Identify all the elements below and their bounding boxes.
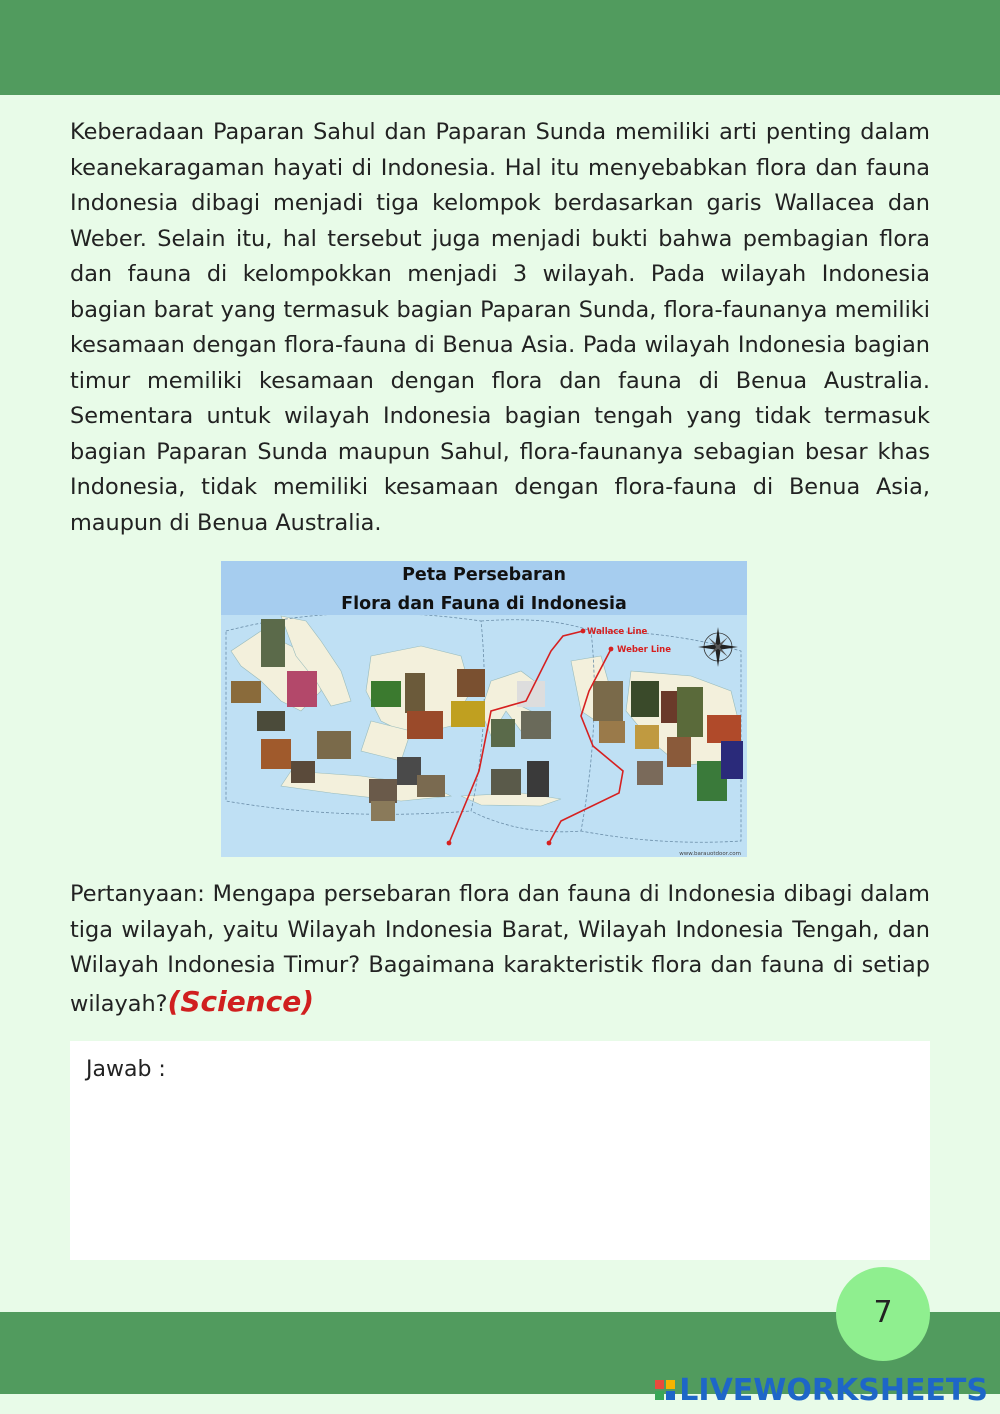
wallace-line-start-dot [581, 629, 586, 634]
wallace-line [449, 631, 583, 843]
wallace-line-label: Wallace Line [587, 627, 648, 637]
weber-line-label: Weber Line [617, 645, 671, 655]
distribution-map [221, 561, 747, 857]
weber-line-start-dot [609, 647, 614, 652]
wallace-line-end-dot [447, 841, 452, 846]
map-credit: www.barauotdoor.com [679, 851, 741, 857]
intro-paragraph: Keberadaan Paparan Sahul dan Paparan Sunda memiliki arti penting dalam keanekaragaman hayati di Indonesia. Hal itu menyebabkan flora dan fauna Indonesia dibagi menjadi tiga kelompok berdasarkan garis Wallacea dan Weber. Selain itu, hal tersebut juga menjadi bukti bahwa pembagian flora dan fauna di kelompokkan menjadi 3 wilayah. Pada wilayah Indonesia bagian barat yang termasuk bagian Paparan Sunda, flora-faunanya memiliki kesamaan dengan flora-fauna di Benua Asia. Pada wilayah Indonesia bagian timur memiliki kesamaan dengan flora dan fauna di Benua Australia. Sementara untuk wilayah Indonesia bagian tengah yang tidak termasuk bagian Paparan Sunda maupun Sahul, flora-faunanya sebagian besar khas Indonesia, tidak memiliki kesamaan dengan flora-fauna di Benua Asia, maupun di Benua Australia. [70, 119, 930, 536]
page-number: 7 [873, 1295, 893, 1330]
brand-logo [655, 1372, 988, 1408]
map-title-line1: Peta Persebaran [402, 565, 566, 585]
page-number-badge [836, 1267, 930, 1361]
brand-name: LIVEWORKSHEETS [679, 1372, 988, 1408]
weber-line-end-dot [547, 841, 552, 846]
map-title-line2: Flora dan Fauna di Indonesia [341, 594, 627, 614]
header-bar [0, 0, 1000, 95]
liveworksheets-logo-icon [655, 1380, 675, 1400]
map-title [221, 561, 747, 615]
question-text: Pertanyaan: Mengapa persebaran flora dan fauna di Indonesia dibagi dalam tiga wilayah, yaitu Wilayah Indonesia Barat, Wilayah Indonesia Tengah, dan Wilayah Indonesia Timur? Bagaimana karakteristik flora dan fauna di setiap wilayah? [70, 881, 930, 1017]
answer-input-box[interactable] [70, 1041, 930, 1260]
compass-rose-icon [698, 627, 738, 667]
answer-label: Jawab : [86, 1057, 166, 1082]
subject-tag: (Science) [167, 984, 314, 1018]
question-paragraph [70, 877, 930, 1022]
